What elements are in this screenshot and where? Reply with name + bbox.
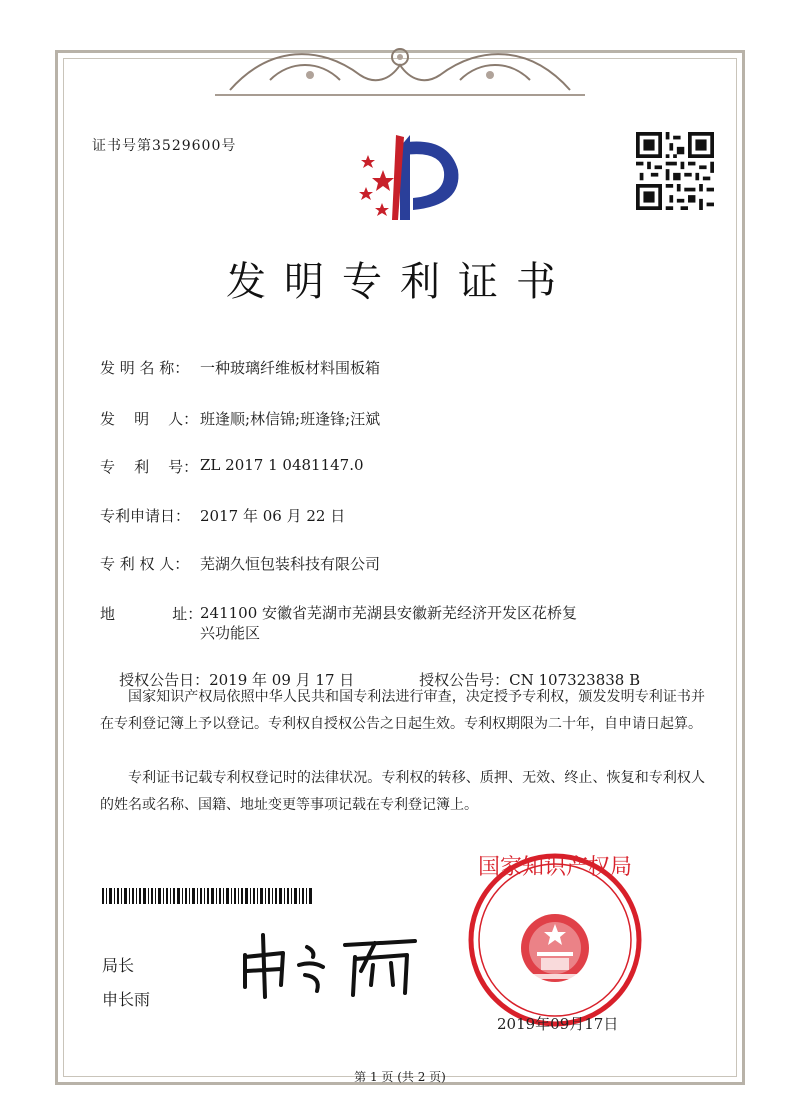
inventor-label: 发 明 人： [100, 410, 199, 428]
address-row [100, 603, 580, 643]
inventor-value: 班逢顺;林信锦;班逢锋;汪斌 [200, 410, 381, 428]
filing-date-row [100, 505, 345, 526]
address-value: 241100 安徽省芜湖市芜湖县安徽新芜经济开发区花桥复兴功能区 [200, 604, 578, 642]
patentee-label: 专 利 权 人： [100, 555, 190, 573]
patentee-row [100, 553, 380, 574]
seal-date: 2019年09月17日 [497, 1015, 619, 1033]
national-emblem-icon [521, 914, 589, 982]
grant-date-label: 授权公告日： [119, 671, 210, 689]
invention-name-label: 发 明 名 称： [100, 359, 190, 377]
statement-paragraph-2: 专利证书记载专利权登记时的法律状况。专利权的转移、质押、无效、终止、恢复和专利权人的姓名或名称、国籍、地址变更等事项记载在专利登记簿上。 [100, 770, 705, 813]
invention-name-row [100, 357, 380, 378]
director-name: 申长雨 [102, 990, 151, 1009]
certificate-number: 证书号第3529600号 [92, 138, 237, 154]
filing-date-label: 专利申请日： [100, 507, 191, 525]
decorative-ornament-top [210, 35, 590, 105]
patent-number-row [100, 456, 364, 477]
cnipa-logo-icon [338, 125, 468, 225]
filing-date-value: 2017 年 06 月 22 日 [200, 507, 346, 525]
seal-text: 国家知识产权局 [477, 855, 633, 880]
grant-date-value: 2019 年 09 月 17 日 [209, 671, 355, 689]
qr-code-icon [636, 132, 714, 210]
address-label: 地 址： [100, 605, 203, 623]
official-seal [465, 850, 645, 1030]
patentee-value: 芜湖久恒包装科技有限公司 [200, 555, 381, 573]
grant-number-label: 授权公告号： [419, 671, 510, 689]
certificate-title: 发明专利证书 [226, 259, 574, 305]
director-title: 局长 [102, 956, 135, 975]
grant-number-value: CN 107323838 B [509, 671, 641, 689]
director-signature [235, 925, 425, 1005]
patent-number-value: ZL 2017 1 0481147.0 [200, 456, 364, 474]
invention-name-value: 一种玻璃纤维板材料围板箱 [200, 359, 381, 377]
barcode-icon [102, 888, 312, 904]
inventor-row [100, 408, 380, 429]
page-number: 第 1 页 (共 2 页) [354, 1070, 446, 1084]
patent-number-label: 专 利 号： [100, 458, 199, 476]
statement-paragraph-1: 国家知识产权局依照中华人民共和国专利法进行审查，决定授予专利权，颁发发明专利证书并在专利登记簿上予以登记。专利权自授权公告之日起生效。专利权期限为二十年，自申请日起算。 [100, 689, 705, 732]
